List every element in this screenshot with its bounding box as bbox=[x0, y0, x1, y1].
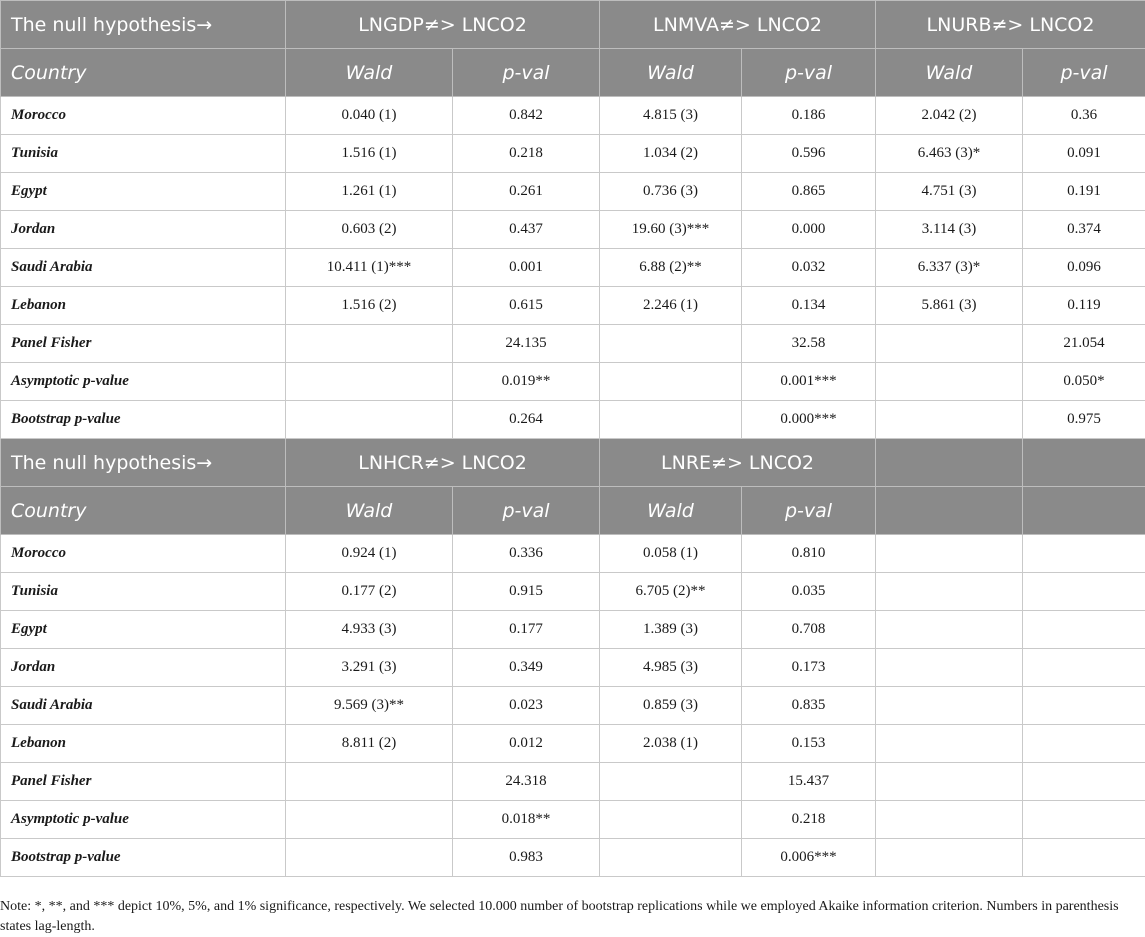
hypothesis-header: LNURB≠> LNCO2 bbox=[876, 1, 1145, 49]
row-label: Asymptotic p-value bbox=[1, 363, 286, 401]
pval-cell: 0.264 bbox=[453, 401, 600, 439]
wald-cell bbox=[600, 763, 742, 801]
row-label: Bootstrap p-value bbox=[1, 401, 286, 439]
empty-cell bbox=[1023, 611, 1145, 649]
pval-cell: 0.915 bbox=[453, 573, 600, 611]
row-label: Bootstrap p-value bbox=[1, 839, 286, 877]
pval-cell: 0.975 bbox=[1023, 401, 1145, 439]
row-label: Tunisia bbox=[1, 573, 286, 611]
country-column-header: Country bbox=[1, 487, 286, 535]
pval-cell: 0.023 bbox=[453, 687, 600, 725]
pval-cell: 0.177 bbox=[453, 611, 600, 649]
wald-cell: 4.933 (3) bbox=[286, 611, 453, 649]
wald-cell: 6.463 (3)* bbox=[876, 135, 1023, 173]
pval-cell: 0.134 bbox=[742, 287, 876, 325]
wald-cell bbox=[286, 363, 453, 401]
empty-cell bbox=[876, 725, 1023, 763]
table-row bbox=[1, 725, 1145, 763]
wald-cell bbox=[286, 325, 453, 363]
row-label: Panel Fisher bbox=[1, 325, 286, 363]
pval-cell: 0.218 bbox=[453, 135, 600, 173]
wald-cell: 3.291 (3) bbox=[286, 649, 453, 687]
empty-header-cell bbox=[1023, 439, 1145, 487]
wald-column-header: Wald bbox=[876, 49, 1023, 97]
table-row bbox=[1, 173, 1145, 211]
pval-cell: 24.135 bbox=[453, 325, 600, 363]
table-row bbox=[1, 97, 1145, 135]
hypothesis-header: LNRE≠> LNCO2 bbox=[600, 439, 876, 487]
wald-cell: 0.040 (1) bbox=[286, 97, 453, 135]
pval-cell: 0.032 bbox=[742, 249, 876, 287]
pval-cell: 0.596 bbox=[742, 135, 876, 173]
wald-cell bbox=[286, 839, 453, 877]
pval-cell: 0.615 bbox=[453, 287, 600, 325]
table-row bbox=[1, 573, 1145, 611]
empty-cell bbox=[876, 573, 1023, 611]
pval-cell: 0.810 bbox=[742, 535, 876, 573]
pval-cell: 24.318 bbox=[453, 763, 600, 801]
wald-cell bbox=[600, 401, 742, 439]
empty-cell bbox=[876, 535, 1023, 573]
wald-cell bbox=[876, 325, 1023, 363]
pval-cell: 0.437 bbox=[453, 211, 600, 249]
empty-cell bbox=[1023, 725, 1145, 763]
row-label: Jordan bbox=[1, 649, 286, 687]
pval-column-header: p-val bbox=[742, 487, 876, 535]
row-label: Asymptotic p-value bbox=[1, 801, 286, 839]
hypothesis-row bbox=[1, 1, 1145, 49]
pval-cell: 0.835 bbox=[742, 687, 876, 725]
wald-cell bbox=[286, 801, 453, 839]
wald-cell: 2.038 (1) bbox=[600, 725, 742, 763]
pval-cell: 0.865 bbox=[742, 173, 876, 211]
country-column-header: Country bbox=[1, 49, 286, 97]
empty-cell bbox=[1023, 801, 1145, 839]
table-row bbox=[1, 325, 1145, 363]
wald-cell bbox=[876, 363, 1023, 401]
wald-column-header: Wald bbox=[600, 487, 742, 535]
pval-cell: 0.018** bbox=[453, 801, 600, 839]
pval-cell: 0.050* bbox=[1023, 363, 1145, 401]
wald-cell: 0.603 (2) bbox=[286, 211, 453, 249]
pval-cell: 0.012 bbox=[453, 725, 600, 763]
pval-cell: 0.261 bbox=[453, 173, 600, 211]
null-hypothesis-label: The null hypothesis→ bbox=[1, 1, 286, 49]
pval-cell: 0.006*** bbox=[742, 839, 876, 877]
pval-column-header: p-val bbox=[453, 49, 600, 97]
wald-cell: 4.815 (3) bbox=[600, 97, 742, 135]
table-row bbox=[1, 287, 1145, 325]
empty-cell bbox=[1023, 687, 1145, 725]
table-row bbox=[1, 401, 1145, 439]
row-label: Morocco bbox=[1, 97, 286, 135]
table-row bbox=[1, 611, 1145, 649]
wald-cell: 2.042 (2) bbox=[876, 97, 1023, 135]
row-label: Tunisia bbox=[1, 135, 286, 173]
pval-cell: 32.58 bbox=[742, 325, 876, 363]
row-label: Lebanon bbox=[1, 287, 286, 325]
empty-cell bbox=[1023, 573, 1145, 611]
wald-cell: 1.261 (1) bbox=[286, 173, 453, 211]
wald-cell: 0.859 (3) bbox=[600, 687, 742, 725]
row-label: Saudi Arabia bbox=[1, 687, 286, 725]
pval-cell: 0.000 bbox=[742, 211, 876, 249]
wald-cell: 5.861 (3) bbox=[876, 287, 1023, 325]
pval-column-header: p-val bbox=[742, 49, 876, 97]
wald-cell: 1.389 (3) bbox=[600, 611, 742, 649]
pval-cell: 0.173 bbox=[742, 649, 876, 687]
table-note: Note: *, **, and *** depict 10%, 5%, and 1% significance, respectively. We selected 10.000 number of bootstrap replications while we employed Akaike information criterion. Numbers in parenthesis states lag-length. bbox=[0, 897, 1141, 937]
pval-column-header: p-val bbox=[1023, 49, 1145, 97]
wald-cell bbox=[600, 325, 742, 363]
empty-cell bbox=[876, 687, 1023, 725]
wald-cell: 0.736 (3) bbox=[600, 173, 742, 211]
wald-cell: 2.246 (1) bbox=[600, 287, 742, 325]
pval-cell: 0.186 bbox=[742, 97, 876, 135]
pval-cell: 0.708 bbox=[742, 611, 876, 649]
row-label: Egypt bbox=[1, 611, 286, 649]
wald-cell: 1.034 (2) bbox=[600, 135, 742, 173]
wald-cell bbox=[876, 401, 1023, 439]
pval-cell: 0.36 bbox=[1023, 97, 1145, 135]
table-row bbox=[1, 135, 1145, 173]
wald-cell: 6.337 (3)* bbox=[876, 249, 1023, 287]
hypothesis-header: LNGDP≠> LNCO2 bbox=[286, 1, 600, 49]
wald-cell: 10.411 (1)*** bbox=[286, 249, 453, 287]
wald-cell: 3.114 (3) bbox=[876, 211, 1023, 249]
wald-cell bbox=[600, 839, 742, 877]
empty-cell bbox=[876, 801, 1023, 839]
wald-cell bbox=[600, 801, 742, 839]
wald-cell: 4.985 (3) bbox=[600, 649, 742, 687]
pval-cell: 0.019** bbox=[453, 363, 600, 401]
table-row bbox=[1, 649, 1145, 687]
pval-cell: 0.001*** bbox=[742, 363, 876, 401]
row-label: Lebanon bbox=[1, 725, 286, 763]
empty-cell bbox=[1023, 763, 1145, 801]
table-row bbox=[1, 363, 1145, 401]
empty-cell bbox=[1023, 649, 1145, 687]
table-row bbox=[1, 801, 1145, 839]
pval-cell: 0.349 bbox=[453, 649, 600, 687]
pval-cell: 21.054 bbox=[1023, 325, 1145, 363]
pval-cell: 0.336 bbox=[453, 535, 600, 573]
empty-cell bbox=[876, 839, 1023, 877]
empty-cell bbox=[1023, 839, 1145, 877]
hypothesis-header: LNHCR≠> LNCO2 bbox=[286, 439, 600, 487]
pval-cell: 0.091 bbox=[1023, 135, 1145, 173]
empty-cell bbox=[876, 611, 1023, 649]
wald-cell: 6.705 (2)** bbox=[600, 573, 742, 611]
null-hypothesis-label: The null hypothesis→ bbox=[1, 439, 286, 487]
wald-cell: 9.569 (3)** bbox=[286, 687, 453, 725]
pval-cell: 0.001 bbox=[453, 249, 600, 287]
empty-cell bbox=[876, 649, 1023, 687]
pval-cell: 0.983 bbox=[453, 839, 600, 877]
wald-cell: 0.177 (2) bbox=[286, 573, 453, 611]
hypothesis-row bbox=[1, 439, 1145, 487]
row-label: Panel Fisher bbox=[1, 763, 286, 801]
column-header-row bbox=[1, 487, 1145, 535]
empty-cell bbox=[876, 763, 1023, 801]
wald-cell bbox=[286, 763, 453, 801]
row-label: Jordan bbox=[1, 211, 286, 249]
empty-header-cell bbox=[1023, 487, 1145, 535]
pval-cell: 0.191 bbox=[1023, 173, 1145, 211]
wald-cell: 1.516 (2) bbox=[286, 287, 453, 325]
pval-cell: 0.000*** bbox=[742, 401, 876, 439]
hypothesis-header: LNMVA≠> LNCO2 bbox=[600, 1, 876, 49]
wald-cell bbox=[286, 401, 453, 439]
empty-cell bbox=[1023, 535, 1145, 573]
wald-cell: 6.88 (2)** bbox=[600, 249, 742, 287]
wald-cell: 0.924 (1) bbox=[286, 535, 453, 573]
table-row bbox=[1, 763, 1145, 801]
empty-header-cell bbox=[876, 439, 1023, 487]
table-row bbox=[1, 249, 1145, 287]
wald-cell: 1.516 (1) bbox=[286, 135, 453, 173]
pval-cell: 15.437 bbox=[742, 763, 876, 801]
column-header-row bbox=[1, 49, 1145, 97]
pval-column-header: p-val bbox=[453, 487, 600, 535]
table-row bbox=[1, 535, 1145, 573]
pval-cell: 0.374 bbox=[1023, 211, 1145, 249]
table-row bbox=[1, 211, 1145, 249]
row-label: Morocco bbox=[1, 535, 286, 573]
pval-cell: 0.153 bbox=[742, 725, 876, 763]
wald-cell bbox=[600, 363, 742, 401]
row-label: Saudi Arabia bbox=[1, 249, 286, 287]
pval-cell: 0.096 bbox=[1023, 249, 1145, 287]
row-label: Egypt bbox=[1, 173, 286, 211]
pval-cell: 0.218 bbox=[742, 801, 876, 839]
wald-column-header: Wald bbox=[286, 487, 453, 535]
wald-column-header: Wald bbox=[286, 49, 453, 97]
pval-cell: 0.035 bbox=[742, 573, 876, 611]
pval-cell: 0.119 bbox=[1023, 287, 1145, 325]
wald-column-header: Wald bbox=[600, 49, 742, 97]
wald-cell: 0.058 (1) bbox=[600, 535, 742, 573]
wald-cell: 4.751 (3) bbox=[876, 173, 1023, 211]
empty-header-cell bbox=[876, 487, 1023, 535]
pval-cell: 0.842 bbox=[453, 97, 600, 135]
table-row bbox=[1, 687, 1145, 725]
table-row bbox=[1, 839, 1145, 877]
wald-cell: 8.811 (2) bbox=[286, 725, 453, 763]
wald-cell: 19.60 (3)*** bbox=[600, 211, 742, 249]
